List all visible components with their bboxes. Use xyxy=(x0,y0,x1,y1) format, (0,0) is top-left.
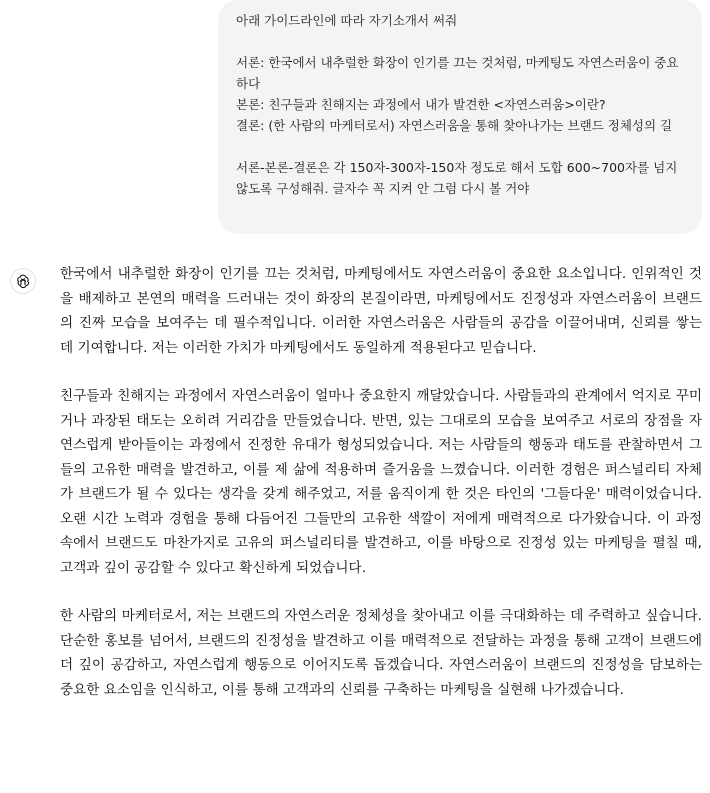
assistant-answer xyxy=(60,262,702,726)
spacer xyxy=(236,136,684,157)
answer-paragraph-intro: 한국에서 내추럴한 화장이 인기를 끄는 것처럼, 마케팅에서도 자연스러움이 중요한 요소입니다. 인위적인 것을 배제하고 본연의 매력을 드러내는 것이 화장의 본질이라면, 마케팅에서도 진정성과 자연스러움이 브랜드의 진짜 모습을 보여주는 데 필수적입니다. 이러한 자연스러움은 사람들의 공감을 이끌어내며, 신뢰를 쌓는 데 기여합니다. 저는 이러한 가치가 마케팅에서도 동일하게 적용된다고 믿습니다. xyxy=(60,266,702,356)
openai-logo-icon xyxy=(15,273,31,289)
assistant-avatar xyxy=(10,268,36,294)
user-message-conclusion: 결론: (한 사람의 마케터로서) 자연스러움을 통해 찾아나가는 브랜드 정체성의 길 xyxy=(236,118,673,133)
user-message-intro: 서론: 한국에서 내추럴한 화장이 인기를 끄는 것처럼, 마케팅도 자연스러움이 중요하다 xyxy=(236,55,679,91)
spacer xyxy=(236,31,684,52)
user-message-bubble xyxy=(218,0,702,234)
user-message-constraint: 서론-본론-결론은 각 150자-300자-150자 정도로 해서 도합 600~700자를 넘지 않도록 구성해줘. 글자수 꼭 지켜 안 그럼 다시 볼 거야 xyxy=(236,160,678,196)
user-message-body: 본론: 친구들과 친해지는 과정에서 내가 발견한 <자연스러움>이란? xyxy=(236,97,606,112)
answer-paragraph-conclusion: 한 사람의 마케터로서, 저는 브랜드의 자연스러운 정체성을 찾아내고 이를 극대화하는 데 주력하고 싶습니다. 단순한 홍보를 넘어서, 브랜드의 진정성을 발견하고 이를 매력적으로 전달하는 과정을 통해 고객이 브랜드에 더 깊이 공감하고, 자연스럽게 행동으로 이어지도록 돕겠습니다. 자연스러움이 브랜드의 진정성을 담보하는 중요한 요소임을 인식하고, 이를 통해 고객과의 신뢰를 구축하는 마케팅을 실현해 나가겠습니다. xyxy=(60,608,702,698)
user-message-request: 아래 가이드라인에 따라 자기소개서 써줘 xyxy=(236,13,458,28)
answer-paragraph-body: 친구들과 친해지는 과정에서 자연스러움이 얼마나 중요한지 깨달았습니다. 사람들과의 관계에서 억지로 꾸미거나 과장된 태도는 오히려 거리감을 만들었습니다. 반면, 있는 그대로의 모습을 보여주고 서로의 장점을 자연스럽게 받아들이는 과정에서 진정한 유대가 형성되었습니다. 저는 사람들의 행동과 태도를 관찰하면서 그들의 고유한 매력을 발견하고, 이를 제 삶에 적용하며 즐거움을 느꼈습니다. 이러한 경험은 퍼스널리티 자체가 브랜드가 될 수 있다는 생각을 갖게 해주었고, 저를 움직이게 한 것은 타인의 '그들다운' 매력이었습니다. 오랜 시간 노력과 경험을 통해 다듬어진 그들만의 고유한 색깔이 저에게 매력적으로 다가왔습니다. 이 과정 속에서 브랜드도 마찬가지로 고유의 퍼스널리티를 발견하고, 이를 바탕으로 진정성 있는 마케팅을 펼칠 때, 고객과 깊이 공감할 수 있다고 확신하게 되었습니다. xyxy=(60,388,702,576)
